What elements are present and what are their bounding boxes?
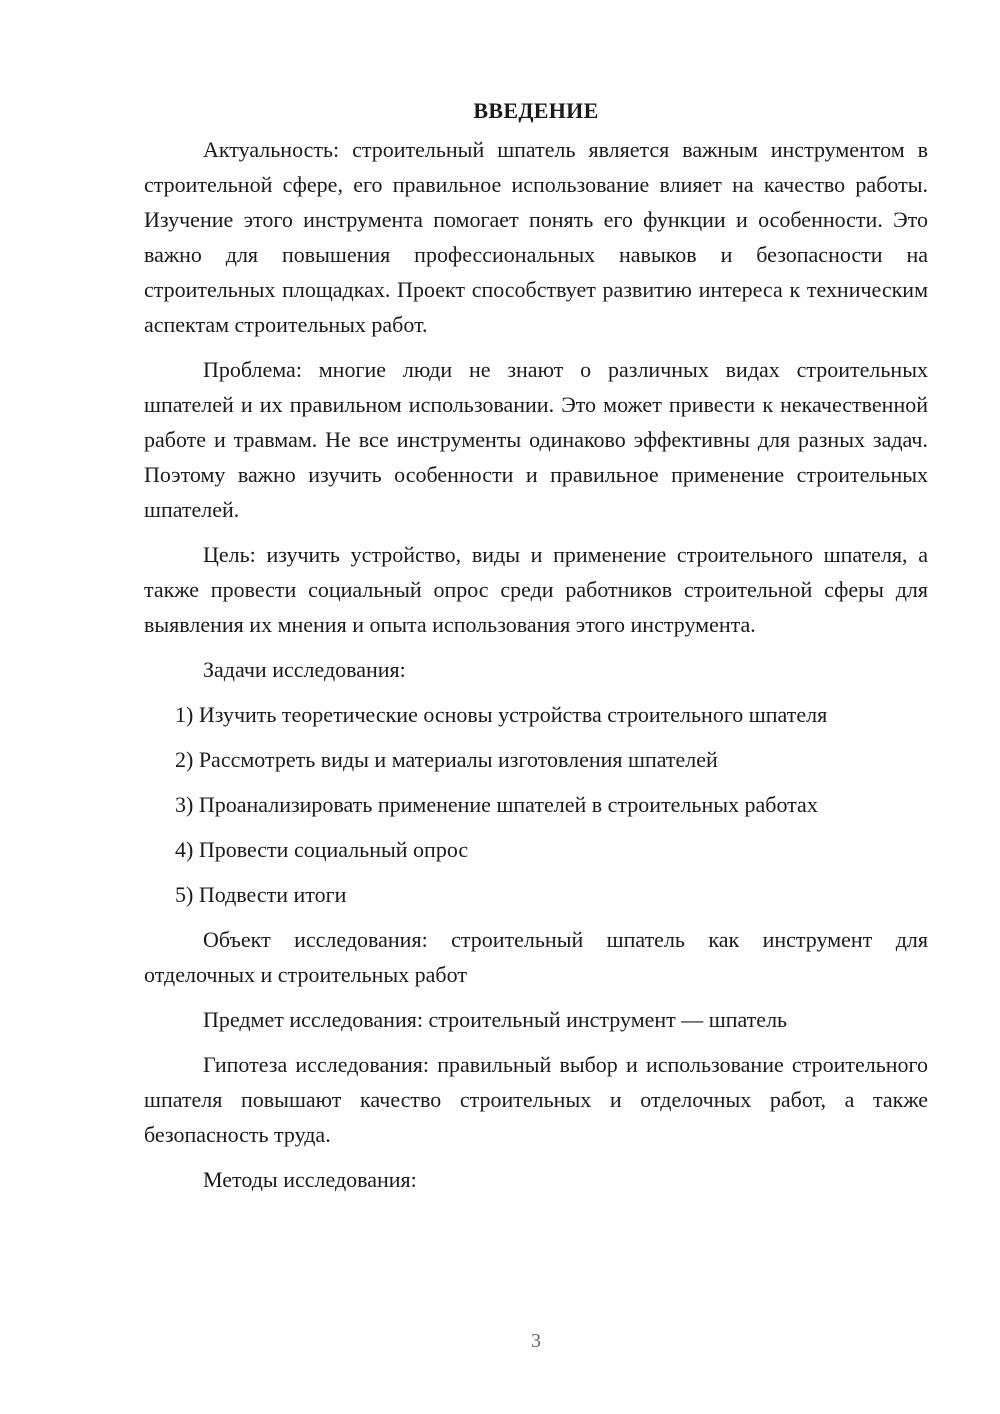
list-item: 4) Провести социальный опрос [175, 837, 469, 862]
page-title: ВВЕДЕНИЕ [473, 98, 599, 123]
paragraph-goal: Цель: изучить устройство, виды и применение строительного шпателя, а также провести социальный опрос среди работников строительной сферы для выявления их мнения и опыта использования этого инструмента. [144, 542, 928, 637]
paragraph-subject: Предмет исследования: строительный инструмент — шпатель [203, 1007, 788, 1032]
tasks-list [144, 697, 928, 912]
paragraph-object: Объект исследования: строительный шпатель как инструмент для отделочных и строительных работ [144, 927, 928, 987]
page-number: 3 [531, 1330, 541, 1352]
methods-heading: Методы исследования: [203, 1167, 417, 1192]
document-body [144, 96, 928, 1207]
tasks-heading: Задачи исследования: [203, 657, 406, 682]
list-item: 3) Проанализировать применение шпателей в строительных работах [175, 792, 818, 817]
list-item: 2) Рассмотреть виды и материалы изготовления шпателей [175, 747, 718, 772]
paragraph-relevance: Актуальность: строительный шпатель является важным инструментом в строительной сфере, его правильное использование влияет на качество работы. Изучение этого инструмента помогает понять его функции и особенности. Это важно для повышения профессиональных навыков и безопасности на строительных площадках. Проект способствует развитию интереса к техническим аспектам строительных работ. [144, 137, 928, 337]
list-item: 1) Изучить теоретические основы устройства строительного шпателя [175, 702, 828, 727]
paragraph-problem: Проблема: многие люди не знают о различных видах строительных шпателей и их правильном использовании. Это может привести к некачественной работе и травмам. Не все инструменты одинаково эффективны для разных задач. Поэтому важно изучить особенности и правильное применение строительных шпателей. [144, 357, 928, 522]
paragraph-hypothesis: Гипотеза исследования: правильный выбор и использование строительного шпателя повышают качество строительных и отделочных работ, а также безопасность труда. [144, 1052, 928, 1147]
list-item: 5) Подвести итоги [175, 882, 347, 907]
